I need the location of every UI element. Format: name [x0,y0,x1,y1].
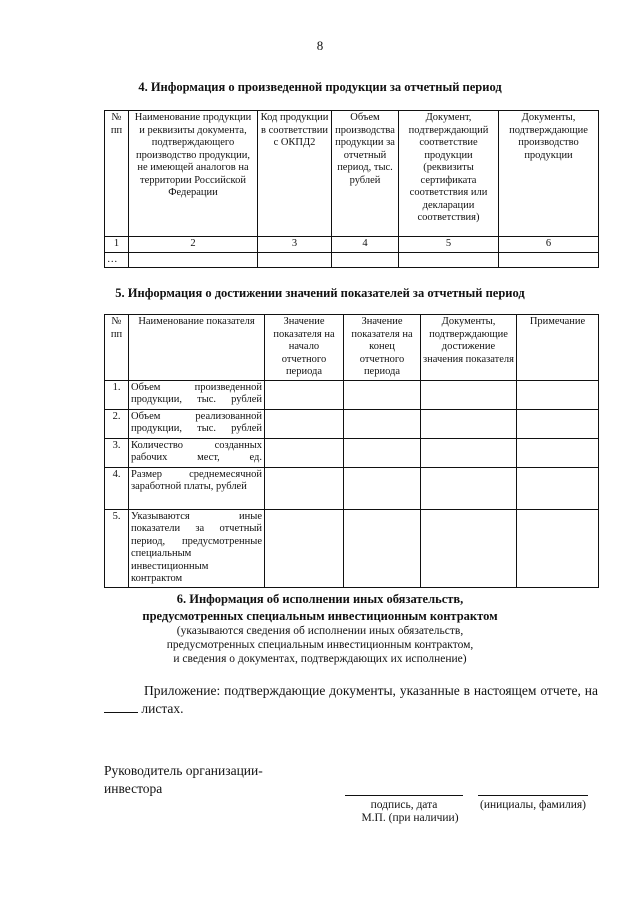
header-confirming-documents: Документы, подтверждающие достижение значения показателя [421,315,517,381]
empty-cell[interactable] [344,467,421,509]
indicators-table [104,314,599,588]
empty-cell[interactable] [421,380,517,409]
column-number: 3 [258,237,332,253]
empty-cell[interactable] [344,409,421,438]
column-number: 4 [332,237,399,253]
empty-cell[interactable] [421,438,517,467]
header-indicator-name: Наименование показателя [129,315,265,381]
note-line3: и сведения о документах, подтверждающих их исполнение) [173,653,467,665]
header-production-volume: Объем производства продукции за отчетный период, тыс. рублей [332,111,399,237]
empty-cell[interactable] [344,380,421,409]
row-number: 4. [105,467,129,509]
signatory-label-line1: Руководитель организации- [104,763,263,778]
column-number: 1 [105,237,129,253]
appendix-text: Приложение: подтверждающие документы, указанные в настоящем отчете, на [144,683,598,698]
table-row [105,467,599,509]
indicator-name: Объем произведенной продукции, тыс. рублей [129,380,265,409]
signatory-label [104,762,304,798]
header-remark: Примечание [517,315,599,381]
table-row [105,252,599,268]
row-number: 5. [105,509,129,587]
empty-cell[interactable] [499,252,599,268]
ellipsis-cell: … [105,252,129,268]
header-production-documents: Документы, подтверждающие производство продукции [499,111,599,237]
indicator-name: Количество созданных рабочих мест, ед. [129,438,265,467]
sign-date-caption: подпись, дата [370,799,438,811]
empty-cell[interactable] [344,509,421,587]
table-row [105,380,599,409]
row-number: 2. [105,409,129,438]
section-6-title-line1: 6. Информация об исполнении иных обязательств, [176,592,464,606]
column-number: 5 [399,237,499,253]
empty-cell[interactable] [265,409,344,438]
empty-cell[interactable] [344,438,421,467]
header-value-end: Значение показателя на конец отчетного периода [344,315,421,381]
section-6-title [0,591,640,625]
empty-cell[interactable] [517,380,599,409]
empty-cell[interactable] [517,438,599,467]
table-row [105,438,599,467]
empty-cell[interactable] [265,467,344,509]
table-row [105,409,599,438]
appendix-paragraph [104,682,598,718]
empty-cell[interactable] [265,438,344,467]
column-number: 2 [129,237,258,253]
empty-cell[interactable] [421,409,517,438]
indicator-name: Указываются иные показатели за отчетный период, предусмотренные специальным инвестиционным контрактом [129,509,265,587]
stamp-caption: М.П. (при наличии) [361,812,459,824]
note-line1: (указываются сведения об исполнении иных обязательств, [176,625,464,637]
header-okpd2-code: Код продукции в соответствии с ОКПД2 [258,111,332,237]
empty-cell[interactable] [399,252,499,268]
indicator-name: Размер среднемесячной заработной платы, рублей [129,467,265,509]
section-5-title: 5. Информация о достижении значений показателей за отчетный период [115,286,525,300]
table-row [105,509,599,587]
indicator-name: Объем реализованной продукции, тыс. рублей [129,409,265,438]
row-number: 3. [105,438,129,467]
note-line2: предусмотренных специальным инвестиционным контрактом, [166,639,474,651]
empty-cell[interactable] [517,467,599,509]
empty-cell[interactable] [258,252,332,268]
header-number: № пп [105,315,129,381]
page-number: 8 [316,38,324,53]
appendix-text-end: листах. [141,701,184,716]
column-numbers-row [105,237,599,253]
empty-cell[interactable] [517,509,599,587]
empty-cell[interactable] [421,467,517,509]
section-6-note [0,624,640,666]
header-product-name: Наименование продукции и реквизиты документа, подтверждающего производство продукции, не имеющей аналогов на территории Российской Федерации [129,111,258,237]
row-number: 1. [105,380,129,409]
initials-surname-line[interactable] [478,795,588,796]
header-value-start: Значение показателя на начало отчетного периода [265,315,344,381]
empty-cell[interactable] [421,509,517,587]
empty-cell[interactable] [129,252,258,268]
section-6-title-line2: предусмотренных специальным инвестиционным контрактом [142,609,498,623]
empty-cell[interactable] [332,252,399,268]
empty-cell[interactable] [265,380,344,409]
empty-cell[interactable] [517,409,599,438]
section-4-title: 4. Информация о произведенной продукции за отчетный период [138,80,502,94]
sheets-count-blank[interactable] [104,700,138,713]
table-header-row [105,111,599,237]
header-number: № пп [105,111,129,237]
production-table [104,110,599,268]
header-conformity-document: Документ, подтверждающий соответствие продукции (реквизиты сертификата соответствия или декларации соответствия) [399,111,499,237]
table-header-row [105,315,599,381]
column-number: 6 [499,237,599,253]
signatory-label-line2: инвестора [104,781,163,796]
signature-date-line[interactable] [345,795,463,796]
empty-cell[interactable] [265,509,344,587]
initials-caption: (инициалы, фамилия) [479,799,587,811]
